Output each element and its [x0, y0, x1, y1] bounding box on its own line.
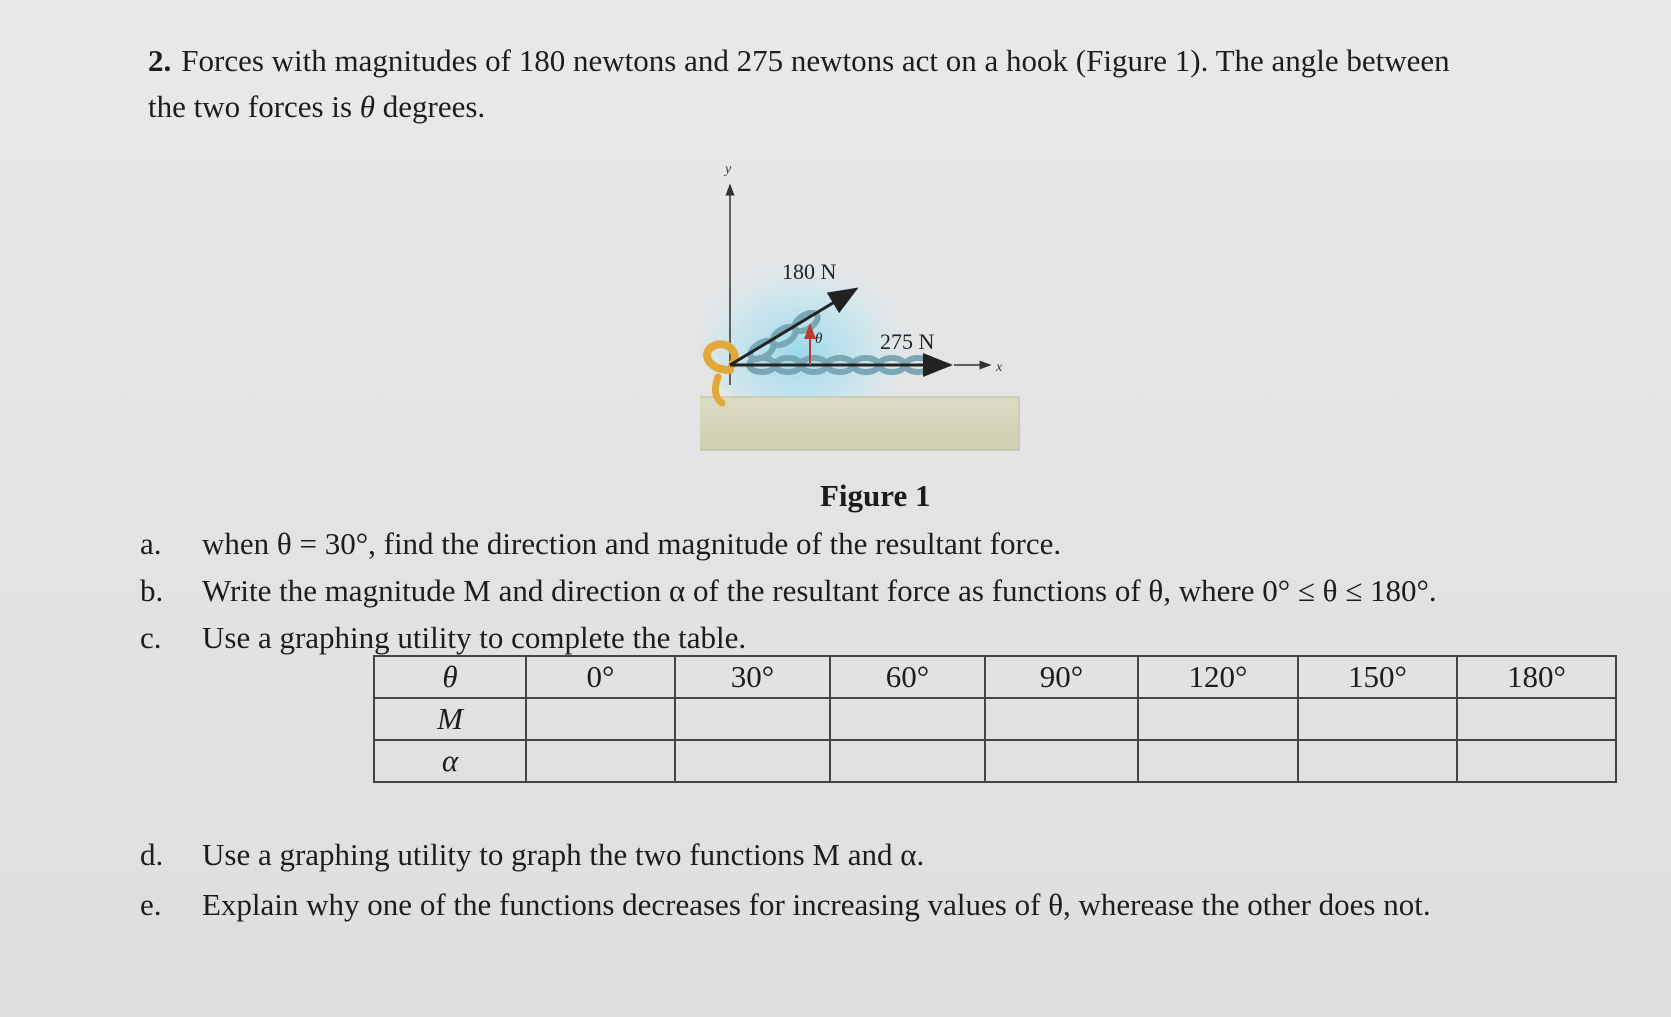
table-cell[interactable]	[1138, 698, 1298, 740]
problem-line-2	[148, 84, 1608, 130]
force-180-label: 180 N	[782, 259, 837, 284]
table-cell[interactable]	[675, 740, 830, 782]
table-cell[interactable]	[675, 698, 830, 740]
part-a	[140, 520, 1620, 567]
force-diagram	[700, 165, 1050, 465]
part-d	[140, 830, 1620, 880]
table-cell[interactable]	[985, 740, 1138, 782]
part-a-text: when θ = 30°, find the direction and magnitude of the resultant force.	[202, 525, 1062, 561]
table-cell[interactable]	[830, 698, 985, 740]
header-cell: 0°	[526, 656, 675, 698]
header-cell: 120°	[1138, 656, 1298, 698]
problem-statement	[148, 38, 1608, 130]
parts-list-top	[140, 520, 1620, 661]
table-cell[interactable]	[1457, 698, 1616, 740]
part-d-letter: d.	[140, 837, 164, 872]
figure-caption: Figure 1	[820, 478, 931, 513]
header-cell: 180°	[1457, 656, 1616, 698]
header-cell: 30°	[675, 656, 830, 698]
problem-number: 2.	[148, 43, 172, 78]
part-b	[140, 567, 1620, 614]
part-d-text: Use a graphing utility to graph the two functions M and α.	[202, 837, 925, 872]
part-e	[140, 880, 1620, 930]
header-cell: 150°	[1298, 656, 1457, 698]
ground-block	[700, 397, 1019, 450]
y-axis-label: y	[725, 165, 732, 177]
table-cell[interactable]	[526, 698, 675, 740]
header-cell: 90°	[985, 656, 1138, 698]
table-row-alpha	[374, 740, 1616, 782]
table-row-m	[374, 698, 1616, 740]
table-header-row	[374, 656, 1616, 698]
header-cell-theta: θ	[374, 656, 526, 698]
theta-symbol: θ	[359, 89, 376, 124]
table-cell[interactable]	[1298, 698, 1457, 740]
problem-line-1	[148, 38, 1608, 84]
part-b-text: Write the magnitude M and direction α of the resultant force as functions of θ, where 0° ≤ θ ≤ 180°.	[202, 572, 1437, 608]
part-a-letter: a.	[140, 525, 162, 561]
problem-text-2a: the two forces is	[148, 89, 360, 124]
table-cell[interactable]	[1457, 740, 1616, 782]
row-label-alpha: α	[374, 740, 526, 782]
angle-label: θ	[815, 331, 823, 347]
parts-list-bottom	[140, 830, 1620, 930]
table-cell[interactable]	[1138, 740, 1298, 782]
part-c-text: Use a graphing utility to complete the table.	[202, 619, 747, 655]
table-cell[interactable]	[1298, 740, 1457, 782]
row-label-m: M	[374, 698, 526, 740]
table-cell[interactable]	[526, 740, 675, 782]
values-table	[373, 655, 1617, 783]
part-b-letter: b.	[140, 572, 164, 608]
problem-text-1: Forces with magnitudes of 180 newtons and 275 newtons act on a hook (Figure 1). The angle between	[181, 43, 1450, 78]
part-e-text: Explain why one of the functions decreases for increasing values of θ, wherease the other does not.	[202, 887, 1431, 922]
part-c	[140, 614, 1620, 661]
table-cell[interactable]	[985, 698, 1138, 740]
part-e-letter: e.	[140, 887, 162, 922]
header-cell: 60°	[830, 656, 985, 698]
force-275-label: 275 N	[880, 329, 935, 354]
part-c-letter: c.	[140, 619, 162, 655]
x-axis-label: x	[996, 360, 1003, 375]
table-cell[interactable]	[830, 740, 985, 782]
problem-text-2b: degrees.	[375, 89, 486, 124]
